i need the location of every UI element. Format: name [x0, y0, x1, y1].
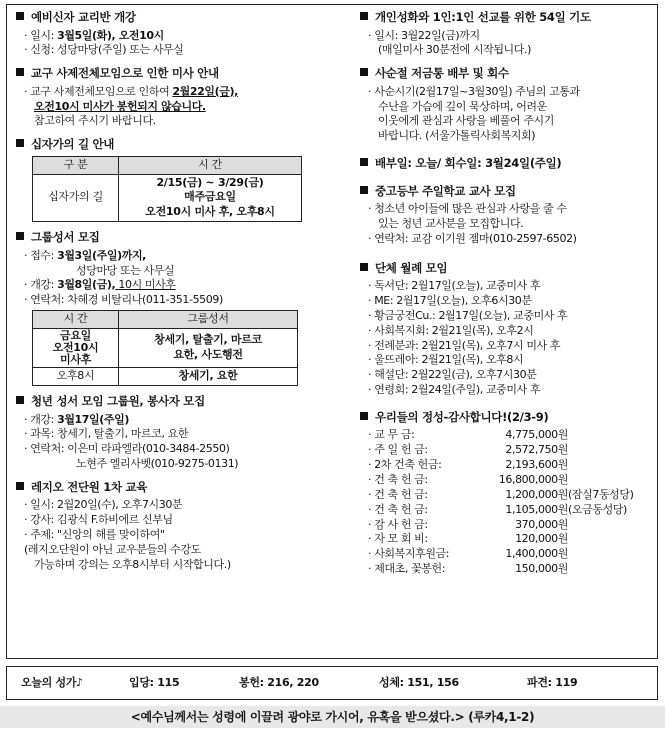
youth-bible-line: · 개강: 3월17일(주일): [24, 412, 129, 426]
offering-row: · 사회복지후원금: 1,400,000원: [368, 547, 568, 561]
legio-line: · 주제: "신앙의 해를 맞이하여": [24, 528, 165, 542]
section-legio: [16, 480, 334, 573]
hymn-footer: [6, 666, 658, 700]
square-bullet-icon: [360, 68, 368, 76]
section-monthly-meetings: [360, 261, 652, 398]
section-title: 단체 월례 모임: [360, 261, 652, 277]
mass-notice-line: 참고하여 주시기 바랍니다.: [34, 114, 156, 128]
table-header: 시 간: [119, 156, 302, 174]
offering-row: · 건 축 헌 금: 1,105,000원 (오금동성당): [368, 502, 627, 516]
square-bullet-icon: [16, 232, 24, 240]
lent-line: 수난을 가슴에 깊이 묵상하며, 어려운: [378, 99, 547, 113]
legio-line: · 강사: 김광식 F.하비에르 신부님: [24, 513, 173, 527]
meeting-item: · 연령회: 2월24일(주일), 교중미사 후: [368, 383, 541, 397]
group-bible-line: · 개강: 3월8일(금), 10시 미사후: [24, 278, 176, 292]
section-catechism: [16, 10, 334, 58]
group-bible-line: · 접수: 3월3일(주일)까지,: [24, 248, 146, 262]
section-title: 십자가의 길 안내: [16, 137, 334, 153]
youth-bible-line: 노현주 엘리사벳(010-9275-0131): [76, 457, 239, 471]
catechism-date: · 일시: 3월5일(화), 오전10시: [24, 28, 164, 42]
sunday-school-line: 있는 청년 교사분을 모집합니다.: [378, 216, 524, 230]
table-cell: 창세기, 탈출기, 마르코 요한, 사도행전: [119, 328, 298, 367]
square-bullet-icon: [360, 186, 368, 194]
meeting-item: · 전례분과: 2월21일(목), 오후7시 미사 후: [368, 338, 561, 352]
table-cell: 2/15(금) ~ 3/29(금) 매주금요일 오전10시 미사 후, 오후8시: [119, 174, 302, 222]
gospel-verse: <예수님께서는 성령에 이끌려 광야로 가시어, 유혹을 받으셨다.> (루카4,1-2): [0, 706, 665, 728]
square-bullet-icon: [16, 482, 24, 490]
offering-row: · 2차 건축 헌금: 2,193,600원: [368, 458, 568, 472]
square-bullet-icon: [360, 12, 368, 20]
section-youth-bible: [16, 394, 334, 472]
table-cell: 십자가의 길: [33, 174, 119, 222]
hymn-communion: 성체: 151, 156: [379, 675, 459, 689]
sunday-school-line: · 연락처: 교감 이기원 젬마(010-2597-6502): [368, 231, 577, 245]
square-bullet-icon: [16, 68, 24, 76]
section-offerings: [360, 410, 652, 577]
section-sunday-school: [360, 184, 652, 247]
group-bible-table: [32, 310, 298, 386]
section-title: 사순절 저금통 배부 및 회수: [360, 66, 652, 82]
offering-row: · 교 무 금: 4,775,000원: [368, 428, 568, 442]
legio-line: (레지오단원이 아닌 교우분들의 수강도: [24, 542, 201, 556]
section-stations-of-cross: [16, 137, 334, 222]
stations-table: [32, 156, 302, 222]
lent-line: 이웃에게 관심과 사랑을 베풀어 주시기: [378, 114, 555, 128]
section-title: 그룹성서 모집: [16, 230, 334, 246]
offering-row: · 제대초, 꽃봉헌: 150,000원: [368, 562, 568, 576]
section-title: 우리들의 정성-감사합니다!(2/3-9): [360, 410, 652, 426]
square-bullet-icon: [16, 12, 24, 20]
group-bible-line: · 연락처: 차혜경 비탈리나(011-351-5509): [24, 293, 223, 307]
catechism-place: · 신청: 성당마당(주일) 또는 사무실: [24, 43, 184, 57]
meeting-item: · 독서단: 2월17일(오늘), 교중미사 후: [368, 279, 541, 293]
table-header: 시 간: [33, 311, 119, 329]
lent-line: 바랍니다. (서울가톨릭사회복지회): [378, 129, 536, 143]
section-mass-notice: [16, 66, 334, 129]
hymn-dismissal: 파견: 119: [527, 675, 578, 689]
table-cell: 금요일 오전10시 미사후: [33, 328, 119, 367]
square-bullet-icon: [360, 263, 368, 271]
offering-row: · 건 축 헌 금: 1,200,000원 (잠실7동성당): [368, 487, 634, 501]
meeting-item: · 해설단: 2월22일(금), 오후7시30분: [368, 368, 537, 382]
hymn-entry: 입당: 115: [129, 675, 180, 689]
offering-row: · 건 축 헌 금: 16,800,000원: [368, 472, 568, 486]
mass-notice-line: 오전10시 미사가 봉헌되지 않습니다.: [34, 99, 206, 113]
prayer-line: (매일미사 30분전에 시작됩니다.): [378, 43, 531, 57]
sunday-school-line: · 청소년 아이들에 많은 관심과 사랑을 줄 수: [368, 202, 567, 216]
table-header: 그룹성서: [119, 311, 298, 329]
section-title: 개인성화와 1인:1인 선교를 위한 54일 기도: [360, 10, 652, 26]
meeting-item: · ME: 2월17일(오늘), 오후6시30분: [368, 294, 532, 308]
meeting-item: · 울뜨레아: 2월21일(목), 오후8시: [368, 353, 524, 367]
prayer-line: · 일시: 3월22일(금)까지: [368, 28, 480, 42]
section-lent-piggybank: [360, 66, 652, 144]
square-bullet-icon: [16, 139, 24, 147]
hymn-label: 오늘의 성가♪: [21, 675, 83, 689]
table-cell: 창세기, 요한: [119, 368, 298, 386]
left-column: [16, 10, 334, 581]
youth-bible-line: · 연락처: 이은미 라파엘라(010-3484-2550): [24, 442, 230, 456]
group-bible-line: 성당마당 또는 사무실: [76, 263, 175, 277]
offering-row: · 주 일 헌 금: 2,572,750원: [368, 443, 568, 457]
section-title: 예비신자 교리반 개강: [16, 10, 334, 26]
section-54-day-prayer: [360, 10, 652, 58]
table-cell: 오후8시: [33, 368, 119, 386]
section-title: 청년 성서 모임 그룹원, 봉사자 모집: [16, 394, 334, 410]
section-group-bible: [16, 230, 334, 386]
section-title: 레지오 전단원 1차 교육: [16, 480, 334, 496]
meeting-item: · 황금궁전Cu.: 2월17일(오늘), 교중미사 후: [368, 308, 568, 322]
section-title: 배부일: 오늘/ 회수일: 3월24일(주일): [360, 156, 652, 172]
meeting-item: · 사회복지회: 2월21일(목), 오후2시: [368, 323, 534, 337]
youth-bible-line: · 과목: 창세기, 탈출기, 마르코, 요한: [24, 427, 189, 441]
legio-line: 가능하며 강의는 오후8시부터 시작합니다.): [34, 557, 231, 571]
section-title: 교구 사제전체모임으로 인한 미사 안내: [16, 66, 334, 82]
offering-row: · 감 사 헌 금: 370,000원: [368, 517, 568, 531]
offering-row: · 자 모 회 비: 120,000원: [368, 532, 568, 546]
mass-notice-line: · 교구 사제전체모임으로 인하여 2월22일(금),: [24, 84, 238, 98]
section-distribution-date: [360, 156, 652, 172]
legio-line: · 일시: 2월20일(수), 오후7시30분: [24, 498, 183, 512]
hymn-offertory: 봉헌: 216, 220: [239, 675, 319, 689]
right-column: [360, 10, 652, 585]
lent-line: · 사순시기(2월17일~3월30일) 주님의 고통과: [368, 84, 580, 98]
square-bullet-icon: [360, 158, 368, 166]
square-bullet-icon: [360, 412, 368, 420]
table-header: 구 분: [33, 156, 119, 174]
section-title: 중고등부 주일학교 교사 모집: [360, 184, 652, 200]
square-bullet-icon: [16, 396, 24, 404]
